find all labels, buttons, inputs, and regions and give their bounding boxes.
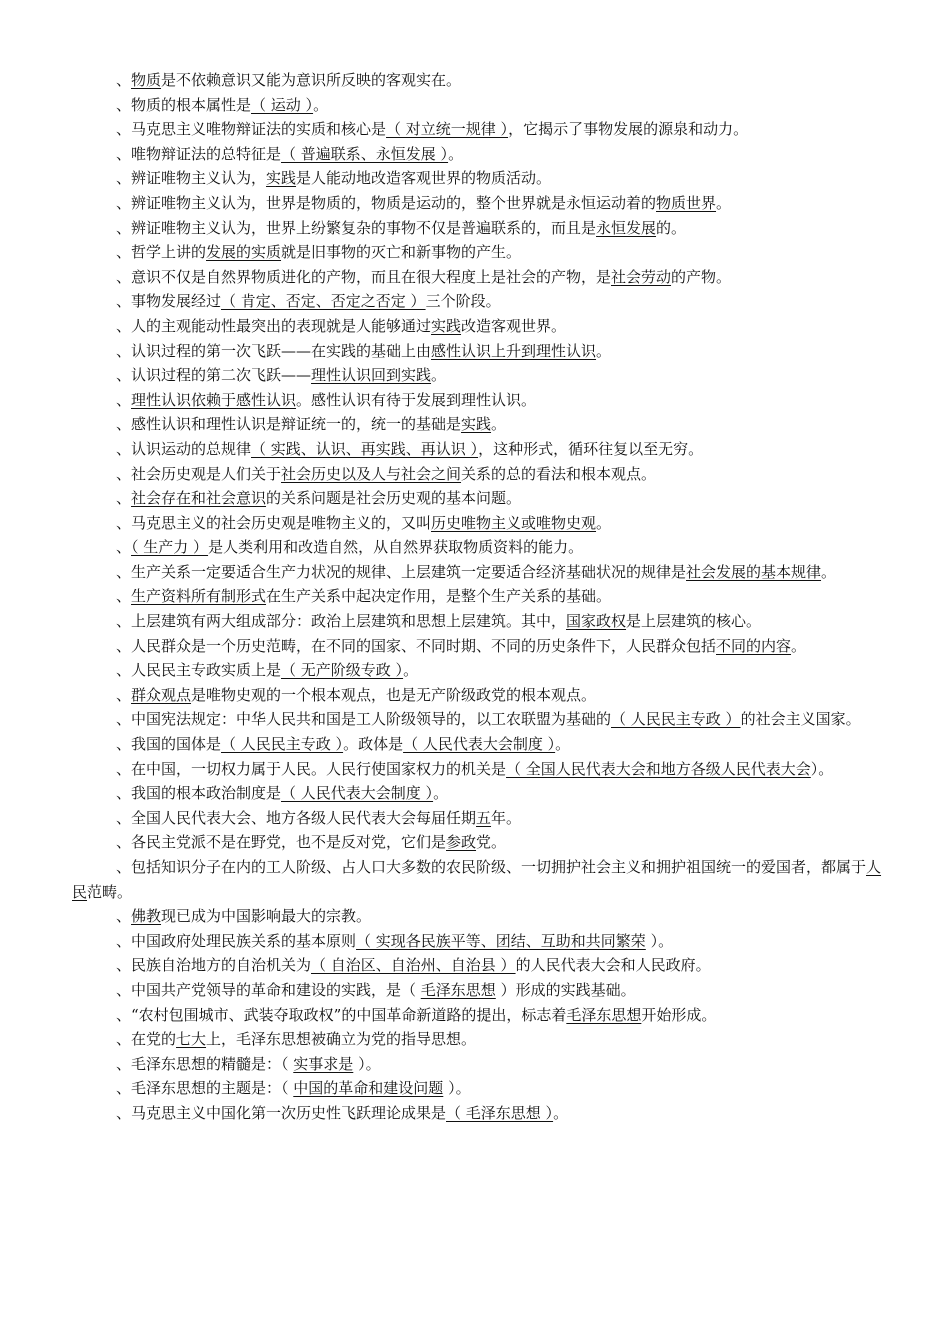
answer-text: 七大: [176, 1030, 207, 1049]
question-text: ，这种形式，循环往复以至无穷。: [478, 439, 704, 458]
answer-text: 实践: [431, 316, 462, 335]
answer-text: （ 无产阶级专政 ）: [281, 661, 404, 680]
question-item: [72, 265, 882, 290]
question-text: 、: [116, 489, 132, 508]
question-text: 。: [791, 636, 807, 655]
question-text: ，它揭示了事物发展的源泉和动力。: [508, 120, 749, 139]
question-text: 是人能动地改造客观世界的物质活动。: [296, 169, 552, 188]
answer-text: 发展的实质: [206, 243, 282, 262]
answer-text: （ 普遍联系、永恒发展 ）: [281, 144, 449, 163]
answer-text: 物质: [131, 71, 162, 89]
answer-text: （ 实现各民族平等、团结、互助和共同繁荣: [356, 931, 646, 950]
question-item: [72, 117, 882, 142]
question-text: 的关系问题是社会历史观的基本问题。: [266, 489, 522, 508]
question-text: 。: [553, 1103, 569, 1122]
question-text: 的产物。: [671, 267, 732, 286]
question-text: 、马克思主义的社会历史观是唯物主义的，又叫: [116, 513, 432, 532]
question-text: 。: [431, 366, 447, 385]
question-text: 。: [555, 735, 571, 754]
answer-text: 佛教: [131, 907, 162, 926]
question-text: 、事物发展经过: [116, 292, 222, 311]
answer-text: 国家政权: [566, 612, 627, 631]
answer-text: 社会历史以及人与社会之间: [281, 464, 462, 483]
question-item: [72, 142, 882, 167]
question-item: [72, 757, 882, 782]
question-text: 。: [716, 193, 732, 212]
question-text: 。: [821, 562, 837, 581]
question-item: [72, 658, 882, 683]
answer-text: （ 人民代表大会制度 ）: [403, 735, 556, 754]
answer-text: （ 毛泽东思想 ）: [446, 1103, 554, 1122]
question-item: [72, 68, 882, 93]
question-item: [72, 953, 882, 978]
question-text: 年。: [491, 808, 522, 827]
question-item: [72, 904, 882, 929]
question-item: [72, 1003, 882, 1028]
answer-text: 社会发展的基本规律: [686, 562, 822, 581]
answer-text: 生产资料所有制形式: [131, 587, 267, 606]
question-text: 。: [433, 784, 449, 803]
answer-text: （ 实践、认识、再实践、再认识 ）: [251, 439, 479, 458]
question-text: 。政体是: [343, 735, 404, 754]
question-text: 、我国的根本政治制度是: [116, 784, 282, 803]
question-text: 、唯物辩证法的总特征是: [116, 144, 282, 163]
question-text: 、认识过程的第二次飞跃——: [116, 366, 312, 385]
question-text: 、包括知识分子在内的工人阶级、占人口大多数的农民阶级、一切拥护社会主义和拥护祖国统一的爱国者，都属于: [116, 858, 867, 876]
question-text: 的。: [656, 218, 687, 237]
question-text: 三个阶段。: [425, 292, 501, 311]
question-item: [72, 535, 882, 560]
question-text: 的社会主义国家。: [740, 710, 861, 729]
question-item: [72, 707, 882, 732]
question-text: 。感性认识有待于发展到理性认识。: [296, 390, 537, 409]
question-text: 、生产关系一定要适合生产力状况的规律、上层建筑一定要适合经济基础状况的规律是: [116, 562, 687, 581]
question-text: 开始形成。: [641, 1005, 717, 1024]
question-text: 、中国政府处理民族关系的基本原则: [116, 931, 357, 950]
question-text: 党。: [476, 833, 507, 852]
answer-text: 实践: [266, 169, 297, 188]
answer-text: 参政: [446, 833, 477, 852]
answer-text: 永恒发展: [596, 218, 657, 237]
question-item: [72, 781, 882, 806]
question-text: 。: [448, 144, 464, 163]
question-text: 、毛泽东思想的主题是：（: [116, 1079, 294, 1098]
question-item: [72, 683, 882, 708]
question-item: [72, 314, 882, 339]
answer-text: 不同的内容: [716, 636, 792, 655]
question-text: 、全国人民代表大会、地方各级人民代表大会每届任期: [116, 808, 477, 827]
answer-text: 物质世界: [656, 193, 717, 212]
question-text: ）。: [443, 1079, 471, 1098]
answer-text: （ 对立统一规律 ）: [386, 120, 509, 139]
question-text: 、物质的根本属性是: [116, 95, 252, 114]
question-text: 、认识运动的总规律: [116, 439, 252, 458]
question-item: [72, 437, 882, 462]
question-item: [72, 1027, 882, 1052]
answer-text: 理性认识回到实践: [311, 366, 432, 385]
question-item: [72, 462, 882, 487]
question-item: [72, 560, 882, 585]
question-text: 在生产关系中起决定作用，是整个生产关系的基础。: [266, 587, 612, 606]
question-text: 、: [116, 907, 132, 926]
question-item: [72, 634, 882, 659]
question-text: ）。: [645, 931, 674, 950]
question-item: [72, 339, 882, 364]
question-item: [72, 609, 882, 634]
question-item: [72, 289, 882, 314]
question-text: 关系的总的看法和根本观点。: [461, 464, 657, 483]
question-item: [72, 216, 882, 241]
answer-text: 感性认识上升到理性认识: [431, 341, 597, 360]
question-text: 范畴。: [87, 882, 133, 901]
question-text: 、马克思主义中国化第一次历史性飞跃理论成果是: [116, 1103, 447, 1122]
question-text: 。: [596, 341, 612, 360]
question-text: 、人民民主专政实质上是: [116, 661, 282, 680]
question-item: [72, 978, 882, 1003]
question-text: 。: [313, 95, 329, 114]
question-text: 、“农村包围城市、武装夺取政权”的中国革命新道路的提出，标志着: [116, 1005, 567, 1024]
question-text: 、认识过程的第一次飞跃——在实践的基础上由: [116, 341, 432, 360]
answer-text: 人民: [72, 858, 882, 901]
question-text: 是唯物史观的一个根本观点，也是无产阶级政党的根本观点。: [191, 685, 597, 704]
question-text: 、中国共产党领导的革命和建设的实践，是（: [116, 980, 421, 999]
question-text: 、马克思主义唯物辩证法的实质和核心是: [116, 120, 387, 139]
question-text: 、各民主党派不是在野党，也不是反对党，它们是: [116, 833, 447, 852]
question-list: [72, 68, 882, 1126]
question-text: 。: [596, 513, 612, 532]
answer-text: 毛泽东思想: [420, 980, 496, 999]
question-item: [72, 511, 882, 536]
answer-text: （ 全国人民代表大会和地方各级人民代表大会: [506, 759, 811, 778]
question-text: 、: [116, 685, 132, 704]
question-text: 、意识不仅是自然界物质进化的产物，而且在很大程度上是社会的产物，是: [116, 267, 612, 286]
question-text: 、感性认识和理性认识是辩证统一的，统一的基础是: [116, 415, 462, 434]
answer-text: （ 运动 ）: [251, 95, 314, 114]
question-text: 现已成为中国影响最大的宗教。: [161, 907, 372, 926]
question-text: 、民族自治地方的自治机关为: [116, 956, 312, 975]
question-text: 、: [116, 538, 132, 557]
question-text: ）。: [810, 759, 834, 778]
question-item: [72, 1052, 882, 1077]
question-item: [72, 486, 882, 511]
question-text: 、辨证唯物主义认为，: [116, 169, 267, 188]
answer-text: （ 肯定、否定、否定之否定 ）: [221, 292, 426, 311]
question-item: [72, 412, 882, 437]
answer-text: 实践: [461, 415, 492, 434]
question-text: 、辨证唯物主义认为，世界是物质的，物质是运动的，整个世界就是永恒运动着的: [116, 193, 657, 212]
question-text: 上，毛泽东思想被确立为党的指导思想。: [206, 1030, 477, 1049]
question-text: 、: [116, 390, 132, 409]
answer-text: 群众观点: [131, 685, 192, 704]
question-text: 、人的主观能动性最突出的表现就是人能够通过: [116, 316, 432, 335]
question-item: [72, 806, 882, 831]
answer-text: （ 人民民主专政 ）: [221, 735, 344, 754]
question-text: 是不依赖意识又能为意识所反映的客观实在。: [161, 71, 462, 89]
question-text: 、毛泽东思想的精髓是：（: [116, 1054, 294, 1073]
question-text: 改造客观世界。: [461, 316, 567, 335]
question-item: [72, 1101, 882, 1126]
question-text: 、哲学上讲的: [116, 243, 207, 262]
question-item: [72, 93, 882, 118]
question-text: ）形成的实践基础。: [495, 980, 636, 999]
question-item: [72, 363, 882, 388]
answer-text: （ 人民民主专政 ）: [611, 710, 741, 729]
answer-text: 中国的革命和建设问题: [293, 1079, 444, 1098]
question-text: 、在中国，一切权力属于人民。人民行使国家权力的机关是: [116, 759, 507, 778]
answer-text: 社会存在和社会意识: [131, 489, 267, 508]
question-text: 、中国宪法规定：中华人民共和国是工人阶级领导的，以工农联盟为基础的: [116, 710, 612, 729]
question-text: 是人类利用和改造自然，从自然界获取物质资料的能力。: [208, 538, 584, 557]
question-item: [72, 929, 882, 954]
question-item: [72, 240, 882, 265]
question-item: [72, 191, 882, 216]
question-item: [72, 166, 882, 191]
question-item: [72, 732, 882, 757]
question-text: ）。: [353, 1054, 381, 1073]
answer-text: （ 生产力 ）: [131, 538, 209, 557]
question-item: [72, 388, 882, 413]
answer-text: 社会劳动: [611, 267, 672, 286]
question-text: 、我国的国体是: [116, 735, 222, 754]
question-item: [72, 1076, 882, 1101]
question-text: 、在党的: [116, 1030, 177, 1049]
answer-text: 毛泽东思想: [566, 1005, 642, 1024]
answer-text: 五: [476, 808, 492, 827]
question-text: 、: [116, 587, 132, 606]
question-item: [72, 855, 882, 904]
answer-text: 实事求是: [293, 1054, 354, 1073]
answer-text: 历史唯物主义或唯物史观: [431, 513, 597, 532]
answer-text: 理性认识依赖于感性认识: [131, 390, 297, 409]
answer-text: （ 自治区、自治州、自治县 ）: [311, 956, 516, 975]
question-text: 是上层建筑的核心。: [626, 612, 762, 631]
question-text: 就是旧事物的灭亡和新事物的产生。: [281, 243, 522, 262]
question-text: 。: [403, 661, 419, 680]
question-text: 的人民代表大会和人民政府。: [515, 956, 711, 975]
question-text: 、: [116, 71, 132, 89]
question-text: 、人民群众是一个历史范畴，在不同的国家、不同时期、不同的历史条件下，人民群众包括: [116, 636, 717, 655]
question-text: 、社会历史观是人们关于: [116, 464, 282, 483]
question-text: 、辨证唯物主义认为，世界上纷繁复杂的事物不仅是普遍联系的，而且是: [116, 218, 597, 237]
question-text: 、上层建筑有两大组成部分：政治上层建筑和思想上层建筑。其中，: [116, 612, 567, 631]
answer-text: （ 人民代表大会制度 ）: [281, 784, 434, 803]
question-text: 。: [491, 415, 507, 434]
question-item: [72, 584, 882, 609]
question-item: [72, 830, 882, 855]
